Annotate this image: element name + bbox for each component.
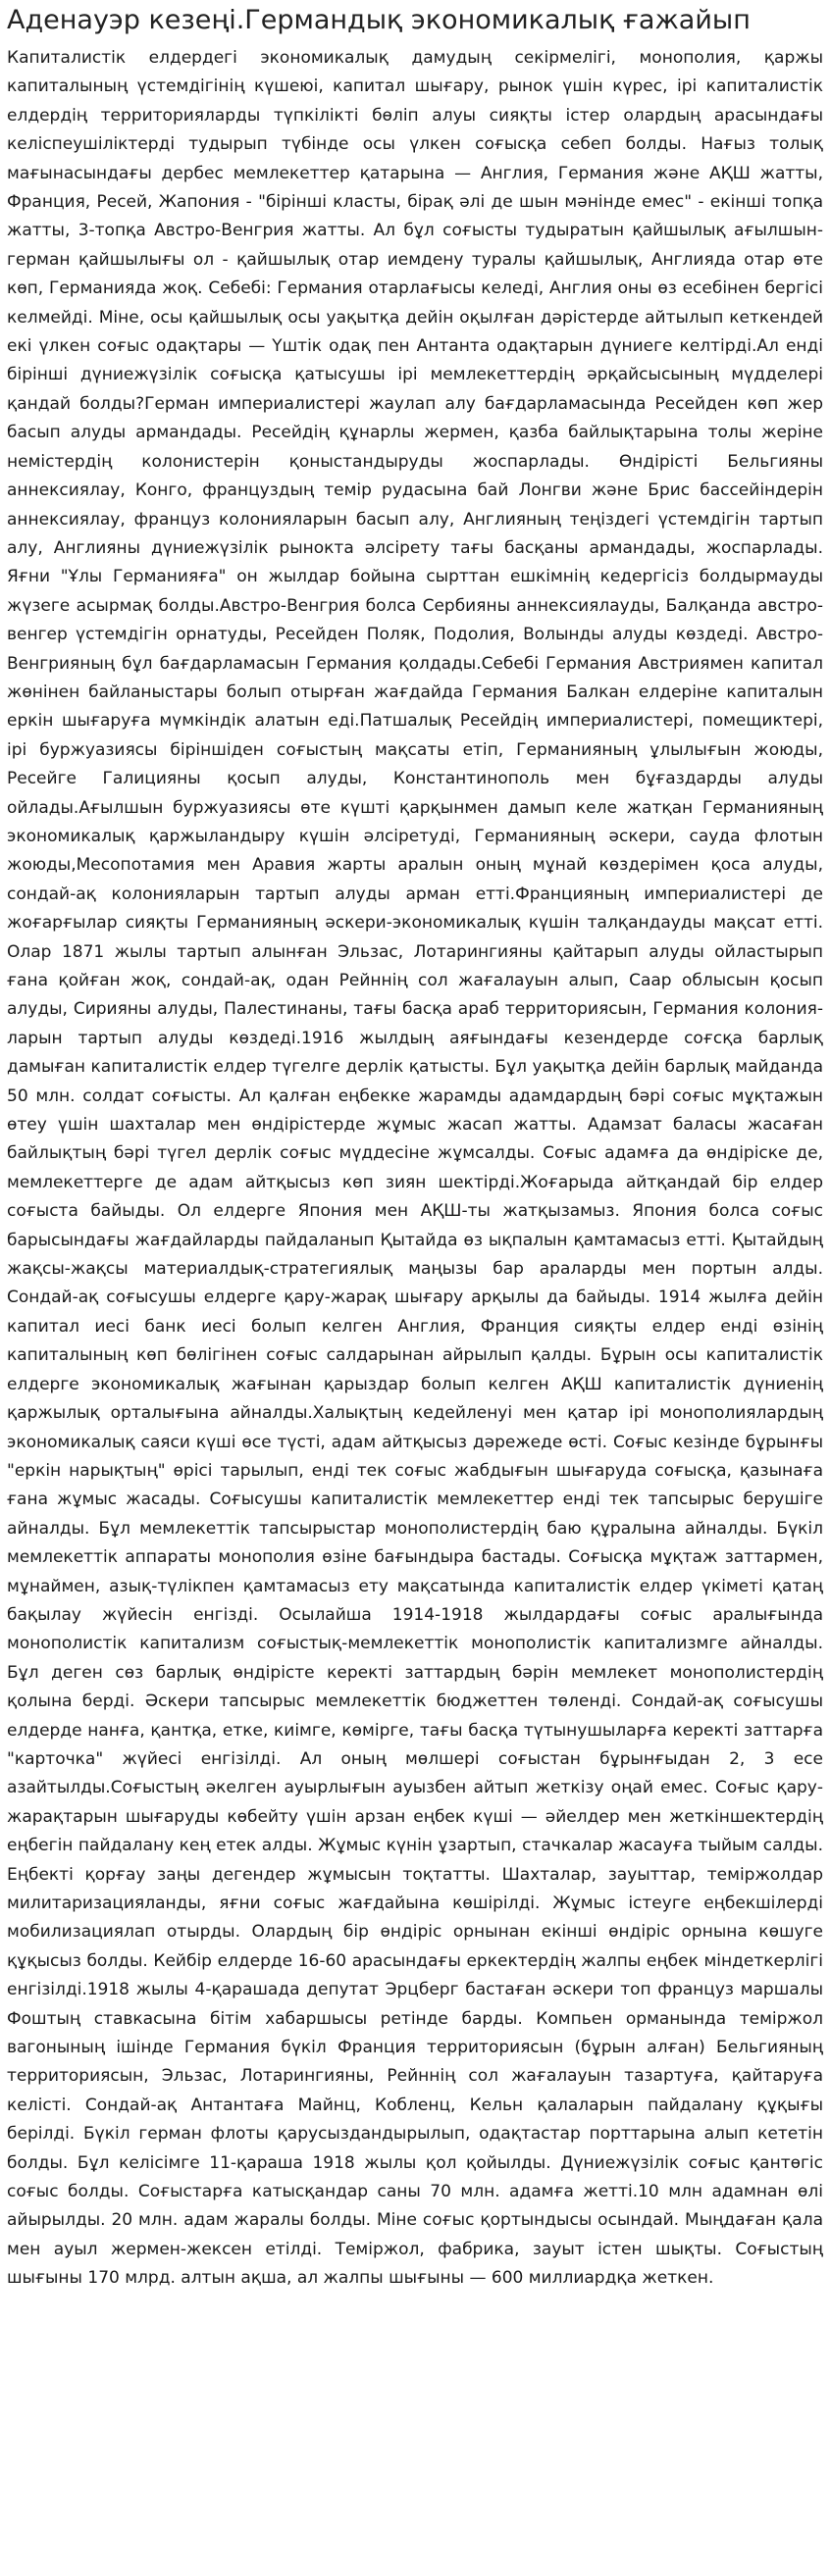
article-title: Аденауэр кезеңі.Германдық экономикалық ғажайып xyxy=(7,5,751,35)
article-body: Капиталистік елдердегі экономикалық дамудың секірмелігі, монополия, қаржы капиталының үстемдігінің күшеюі, капитал шығару, рынок үшін күрес, ірі капиталистік елдердің территорияларды түпкілікті бөліп алуы сияқты істер олардың арасындағы келіспеушіліктерді тудырып түбінде осы үлкен соғысқа себеп болды. Нағыз толық мағынасындағы дербес мемлекеттер қатарына — Англия, Германия және АҚШ жатты, Франция, Ресей, Жапония - "бірінші класты, бірақ әлі де шын мәнінде емес" - екінші топқа жатты, 3-топқа Австро-Венгрия жатты. Ал бұл соғысты тудыратын қайшылық ағылшын-герман қайшылығы ол - қайшылық отар иемдену туралы қайшылық, Англияда отар өте көп, Германияда жоқ. Себебі: Германия отарлағысы келеді, Англия оны өз есебінен бергісі келмейді. Міне, осы қайшылық осы уақытқа дейін оқылған дәрістерде айтылып кеткендей екі үлкен соғыс одақтары — Үштік одақ пен Антанта одақтарын дүниеге келтірді.Ал енді бірінші дүниежүзілік соғысқа қатысушы ірі мемлекеттердің әрқайсысының мүдделері қандай болды?Герман империалистері жаулап алу бағдарламасында Ресейден көп жер басып алуды армандады. Ресейдің құнарлы жермен, қазба байлықтарына толы жеріне немістердің колонистерін қоныстандыруды жоспарлады. Өндірісті Бельгияны аннексиялау, Конго, француздың темір рудасына бай Лонгви және Брис бассейіндерін аннексиялау, француз колонияларын басып алу, Англияның теңіздегі үстемдігін тартып алу, Англияны дүниежүзілік рынокта әлсірету тағы басқаны армандады, жоспарлады. Яғни "Ұлы Германияға" он жылдар бойына сырттан ешкімнің кедергісіз болдырмауды жүзеге асырмақ болды.Австро-Венгрия болса Сербияны аннексиялауды, Балқанда австро-венгер үстемдігін орнатуды, Ресейден Поляк, Подолия, Волынды алуды көздеді. Австро-Венгрияның бұл бағдарламасын Германия қолдады.Себебі Германия Австриямен капитал жөнінен байланыстары болып отырған жағдайда Германия Балкан елдеріне капиталын еркін шығаруға мүмкіндік алатын еді.Патшалық Ресейдің империалистері, помещиктері, ірі буржуазиясы біріншіден соғыстың мақсаты етіп, Германияның ұлылығын жоюды, Ресейге Галицияны қосып алуды, Константинополь мен бұғаздарды алуды ойлады.Ағылшын буржуазиясы өте күшті қарқынмен дамып келе жатқан Германияның экономикалық қаржыландыру күшін әлсіретуді, Германияның әскери, сауда флотын жоюды,Месопотамия мен Аравия жарты аралын оның мұнай көздерімен қоса алуды, сондай-ақ колонияларын тартып алуды арман етті.Францияның империалистері де жоғарғылар сияқты Германияның әскери-экономикалық күшін талқандауды мақсат етті. Олар 1871 жылы тартып алынған Эльзас, Лотарингияны қайтарып алуды ойластырып ғана қойған жоқ, сондай-ақ, одан Рейннің сол жағалауын алып, Саар облысын қосып алуды, Сирияны алуды, Палестинаны, тағы басқа араб территориясын, Германия колония-ларын тартып алуды көздеді.1916 жылдың аяғындағы кезендерде соғсқа барлық дамыған капиталистік елдер түгелге дерлік қатысты. Бұл уақытқа дейін барлық майданда 50 млн. солдат соғысты. Ал қалған еңбекке жарамды адамдардың бәрі соғыс мұқтажын өтеу үшін шахталар мен өндірістерде жұмыс жасап жатты. Адамзат баласы жасаған байлықтың бәрі түгел дерлік соғыс мүддесіне жұмсалды. Соғыс адамға да өндіріске де, мемлекеттерге де адам айтқысыз көп зиян шектірді.Жоғарыда айтқандай бір елдер соғыста байыды. Ол елдерге Япония мен АҚШ-ты жатқызамыз. Япония болса соғыс барысындағы жағдайларды пайдаланып Қытайда өз ықпалын қамтамасыз етті. Қытайдың жақсы-жақсы материалдық-стратегиялық маңызы бар араларды мен портын алды. Сондай-ақ соғысушы елдерге қару-жарақ шығару арқылы да байыды. 1914 жылға дейін капитал иесі банк иесі болып келген Англия, Франция сияқты елдер енді өзінің капиталының көп бөлігінен соғыс салдарынан айрылып қалды. Бұрын осы капиталистік елдерге экономикалық жағынан қарыздар болып келген АҚШ капиталистік дүниенің қаржылық орталығына айналды.Халықтың кедейленуі мен қатар ірі монополиялардың экономикалық саяси күші өсе түсті, адам айтқысыз дәрежеде өсті. Соғыс кезінде бұрынғы "еркін нарықтың" өрісі тарылып, енді тек соғыс жабдығын шығаруда соғысқа, қазынаға ғана жұмыс жасады. Соғысушы капиталистік мемлекеттер енді тек тапсырыс берушіге айналды. Бұл мемлекеттік тапсырыстар монополистердің баю құралына айналды. Бүкіл мемлекеттік аппараты монополия өзіне бағындыра бастады. Соғысқа мұқтаж заттармен, мұнаймен, азық-түлікпен қамтамасыз ету мақсатында капиталистік елдер үкіметі қатаң бақылау жүйесін енгізді. Осылайша 1914-1918 жылдардағы соғыс аралығында монополистік капитализм соғыстық-мемлекеттік монополистік капитализмге айналды. Бұл деген сөз барлық өндірісте керекті заттардың бәрін мемлекет монополистердің қолына берді. Әскери тапсырыс мемлекеттік бюджеттен төленді. Сондай-ақ соғысушы елдерде нанға, қантқа, етке, киімге, көмірге, тағы басқа түтынушыларға керекті заттарға "карточка" жүйесі енгізілді. Ал оның мөлшері соғыстан бұрынғыдан 2, 3 есе азайтылды.Соғыстың әкелген ауырлығын ауызбен айтып жеткізу оңай емес. Соғыс қару-жарақтарын шығаруды көбейту үшін арзан еңбек күші — әйелдер мен жеткіншектердің еңбегін пайдалану кең етек алды. Жұмыс күнін ұзартып, стачкалар жасауға тыйым салды. Еңбекті қорғау заңы дегендер жұмысын тоқтатты. Шахталар, зауыттар, теміржолдар милитаризацияланды, яғни соғыс жағдайына көшірілді. Жұмыс істеуге еңбекшілерді мобилизациялап отырды. Олардың бір өндіріс орнынан екінші өндіріс орнына көшуге құқысыз болды. Кейбір елдерде 16-60 арасындағы еркектердің жалпы еңбек міндеткерлігі енгізілді.1918 жылы 4-қарашада депутат Эрцберг бастаған әскери топ француз маршалы Фоштың ставкасына бітім хабаршысы ретінде барды. Компьен орманында теміржол вагонының ішінде Германия бүкіл Франция территориясын (бұрын алған) Бельгияның территориясын, Эльзас, Лотарингияны, Рейннің сол жағалауын тазартуға, қайтаруға келісті. Сондай-ақ Антантаға Майнц, Кобленц, Кельн қалаларын пайдалану құқығы берілді. Бүкіл герман флоты қарусыздандырылып, одақтастар порттарына алып кететін болды. Бұл келісімге 11-қараша 1918 жылы қол қойылды. Дүниежүзілік соғыс қантөгіс соғыс болды. Соғыстарға катысқандар саны 70 млн. адамға жетті.10 млн адамнан өлі айырылды. 20 млн. адам жаралы болды. Міне соғыс қортындысы осындай. Мыңдаған қала мен ауыл жермен-жексен етілді. Теміржол, фабрика, зауыт істен шықты. Соғыстың шығыны 170 млрд. алтын ақша, ал жалпы шығыны — 600 миллиардқа жеткен. xyxy=(7,48,823,2289)
